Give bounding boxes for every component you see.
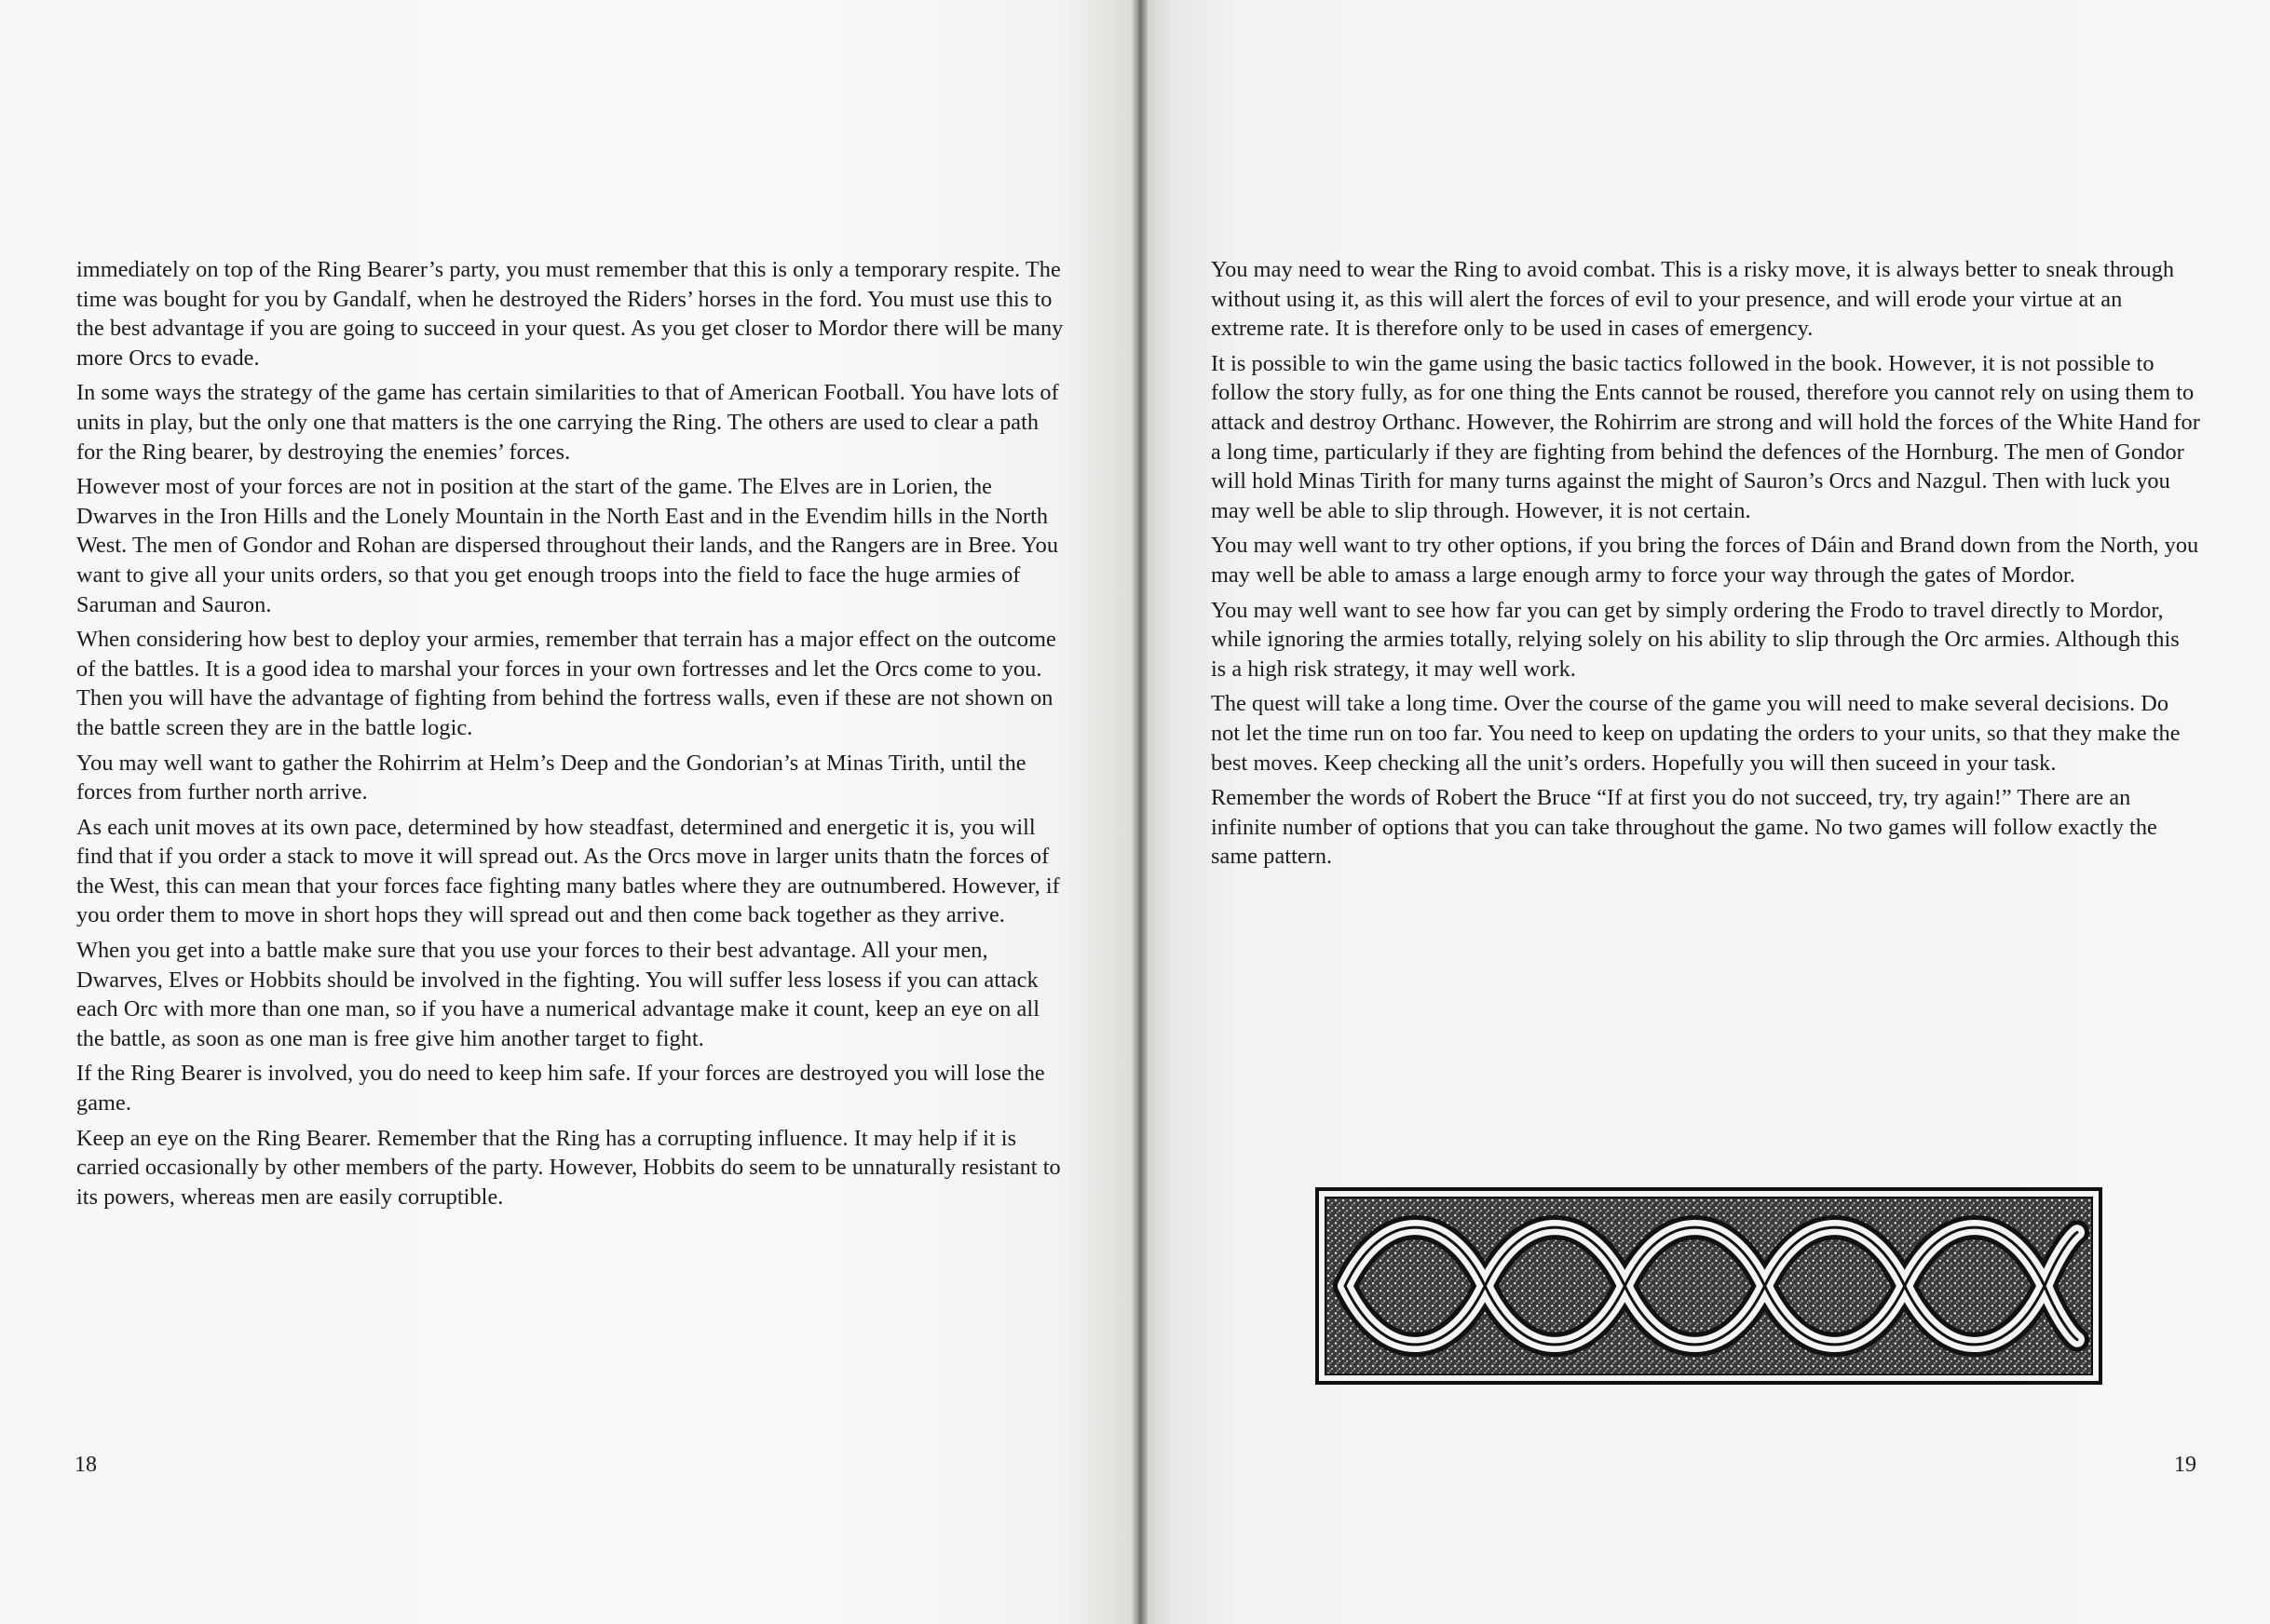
paragraph: It is possible to win the game using the basic tactics followed in the book. However, it is not possible to follow the story fully, as for one thing the Ents cannot be roused, therefore you cannot rely on using them to attack and destroy Orthanc. However, the Rohirrim are strong and will hold the forces of the White Hand for a long time, particularly if they are fighting from behind the defences of the Hornburg. The men of Gondor will hold Minas Tirith for many turns against the might of Sauron’s Orcs and Nazgul. Then with luck you may well be able to slip through. However, it is not certain. [1211, 350, 2200, 523]
paragraph: immediately on top of the Ring Bearer’s party, you must remember that this is only a temporary respite. The time was bought for you by Gandalf, when he destroyed the Riders’ horses in the ford. You must use this to the best advantage if you are going to succeed in your quest. As you get closer to Mordor there will be many more Orcs to evade. [76, 257, 1064, 371]
paragraph: Remember the words of Robert the Bruce “If at first you do not succeed, try, try again!” There are an infinite number of options that you can take throughout the game. No two games will follow exactly the same pattern. [1211, 785, 2157, 870]
right-page-text [1211, 255, 2200, 877]
paragraph: As each unit moves at its own pace, determined by how steadfast, determined and energetic it is, you will find that if you order a stack to move it will spread out. As the Orcs move in larger units thatn the forces of the West, this can mean that your forces face fighting many batles where they are outnumbered. However, if you order them to move in short hops they will spread out and then come back together as they arrive. [76, 814, 1060, 928]
page-number-left: 18 [75, 1453, 97, 1477]
paragraph: In some ways the strategy of the game has certain similarities to that of American Football. You have lots of units in play, but the only one that matters is the one carrying the Ring. The others are used to clear a path for the Ring bearer, by destroying the enemies’ forces. [76, 380, 1059, 465]
paragraph: However most of your forces are not in position at the start of the game. The Elves are in Lorien, the Dwarves in the Iron Hills and the Lonely Mountain in the North East and in the Evendim hills in the North West. The men of Gondor and Rohan are dispersed throughout their lands, and the Rangers are in Bree. You want to give all your units orders, so that you get enough troops into the field to face the huge armies of Saruman and Sauron. [76, 474, 1059, 617]
paragraph: You may well want to see how far you can get by simply ordering the Frodo to travel directly to Mordor, while ignoring the armies totally, relying solely on his ability to slip through the Orc armies. Although this is a high risk strategy, it may well work. [1211, 597, 2180, 682]
paragraph: The quest will take a long time. Over the course of the game you will need to make several decisions. Do not let the time run on too far. You need to keep on updating the orders to your units, so that they make the best moves. Keep checking all the unit’s orders. Hopefully you will then suceed in your task. [1211, 691, 2181, 776]
celtic-knot-panel [1325, 1197, 2093, 1375]
paragraph: Keep an eye on the Ring Bearer. Remember that the Ring has a corrupting influence. It may help if it is carried occasionally by other members of the party. However, Hobbits do seem to be unnaturally resistant to its powers, whereas men are easily corruptible. [76, 1125, 1061, 1210]
paragraph: You may well want to gather the Rohirrim at Helm’s Deep and the Gondorian’s at Minas Tirith, until the forces from further north arrive. [76, 750, 1026, 805]
page-number-right: 19 [2174, 1453, 2196, 1477]
paragraph: You may well want to try other options, if you bring the forces of Dáin and Brand down from the North, you may well be able to amass a large enough army to force your way through the gates of Mordor. [1211, 533, 2199, 588]
paragraph: If the Ring Bearer is involved, you do need to keep him safe. If your forces are destroyed you will lose the game. [76, 1061, 1045, 1116]
left-page-text [76, 255, 1064, 1217]
paragraph: You may need to wear the Ring to avoid combat. This is a risky move, it is always better to sneak through without using it, as this will alert the forces of evil to your presence, and will erode your virtue at an extreme rate. It is therefore only to be used in cases of emergency. [1211, 257, 2175, 342]
paragraph: When considering how best to deploy your armies, remember that terrain has a major effect on the outcome of the battles. It is a good idea to marshal your forces in your own fortresses and let the Orcs come to you. Then you will have the advantage of fighting from behind the fortress walls, even if these are not shown on the battle screen they are in the battle logic. [76, 627, 1056, 740]
celtic-knot-border-icon [1315, 1187, 2102, 1385]
book-gutter [1131, 0, 1148, 1624]
celtic-knot-drawing [1326, 1198, 2091, 1374]
paragraph: When you get into a battle make sure that you use your forces to their best advantage. All your men, Dwarves, Elves or Hobbits should be involved in the fighting. You will suffer less losess if you can attack each Orc with more than one man, so if you have a numerical advantage make it count, keep an eye on all the battle, as soon as one man is free give him another target to fight. [76, 938, 1040, 1051]
